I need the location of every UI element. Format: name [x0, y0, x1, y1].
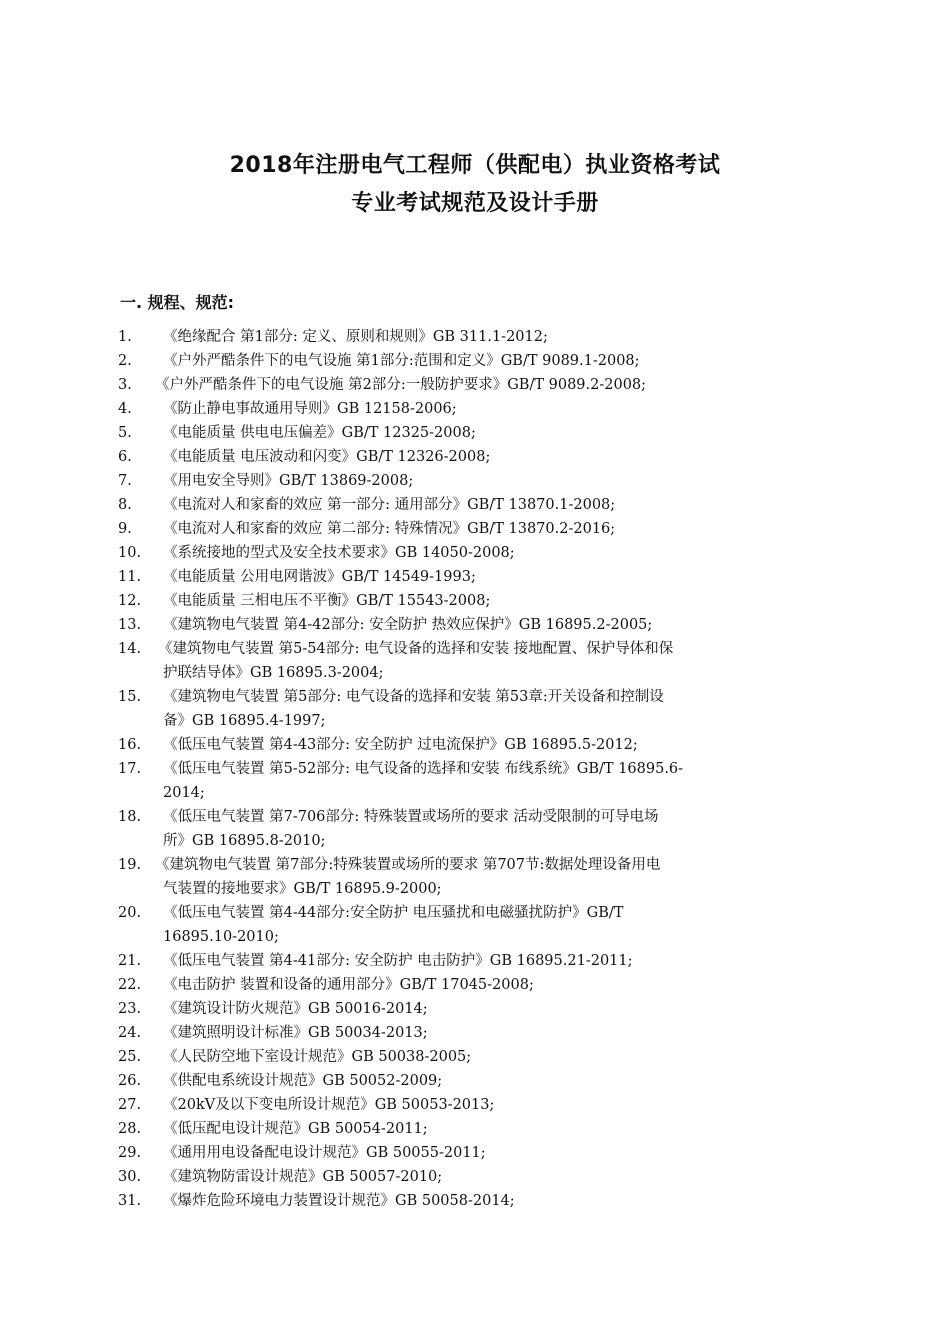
list-item-text: 《建筑物电气装置 第7部分:特殊装置或场所的要求 第707节:数据处理设备用电	[155, 857, 661, 873]
list-item-text: 《20kV及以下变电所设计规范》GB 50053-2013;	[163, 1097, 495, 1113]
list-item-text: 《系统接地的型式及安全技术要求》GB 14050-2008;	[163, 545, 515, 561]
list-item-text: 《低压电气装置 第7-706部分: 特殊装置或场所的要求 活动受限制的可导电场	[163, 809, 659, 825]
list-item	[118, 853, 838, 877]
list-item	[118, 1165, 838, 1189]
list-item	[118, 1141, 838, 1165]
list-item-text: 《绝缘配合 第1部分: 定义、原则和规则》GB 311.1-2012;	[163, 329, 548, 345]
list-item-text: 《低压电气装置 第5-52部分: 电气设备的选择和安装 布线系统》GB/T 16895.6-	[163, 761, 684, 777]
list-item-number: 8.	[118, 497, 132, 513]
list-item-text: 《电能质量 供电电压偏差》GB/T 12325-2008;	[163, 425, 476, 441]
list-item-number: 11.	[118, 569, 142, 585]
list-item-number: 9.	[118, 521, 132, 537]
list-item-text: 《电击防护 装置和设备的通用部分》GB/T 17045-2008;	[163, 977, 534, 993]
list-item-text: 《建筑物电气装置 第4-42部分: 安全防护 热效应保护》GB 16895.2-2005;	[163, 617, 653, 633]
list-item-text: 《通用用电设备配电设计规范》GB 50055-2011;	[163, 1145, 486, 1161]
list-item-number: 26.	[118, 1073, 142, 1089]
list-item-text: 《电能质量 公用电网谐波》GB/T 14549-1993;	[163, 569, 476, 585]
list-item-continuation: 2014;	[163, 785, 205, 801]
list-item-number: 29.	[118, 1145, 142, 1161]
list-item	[118, 397, 838, 421]
list-item-text: 《爆炸危险环境电力装置设计规范》GB 50058-2014;	[163, 1193, 515, 1209]
list-item-number: 24.	[118, 1025, 142, 1041]
list-item-text: 《户外严酷条件下的电气设施 第1部分:范围和定义》GB/T 9089.1-2008;	[163, 353, 640, 369]
list-item-number: 2.	[118, 353, 132, 369]
list-item-text: 《低压电气装置 第4-41部分: 安全防护 电击防护》GB 16895.21-2011;	[163, 953, 633, 969]
list-item-continuation: 护联结导体》GB 16895.3-2004;	[163, 665, 384, 681]
list-item	[118, 973, 838, 997]
list-item	[118, 325, 838, 349]
list-item-number: 1.	[118, 329, 132, 345]
list-item-number: 15.	[118, 689, 142, 705]
list-item-number: 17.	[118, 761, 142, 777]
list-item-number: 28.	[118, 1121, 142, 1137]
list-item-text: 《人民防空地下室设计规范》GB 50038-2005;	[163, 1049, 472, 1065]
list-item	[118, 589, 838, 613]
list-item-text: 《用电安全导则》GB/T 13869-2008;	[163, 473, 414, 489]
list-item	[118, 613, 838, 637]
list-item-number: 6.	[118, 449, 132, 465]
list-item-number: 7.	[118, 473, 132, 489]
list-item	[118, 1021, 838, 1045]
section-heading: 一. 规程、规范:	[120, 293, 235, 312]
list-item	[118, 469, 838, 493]
list-item	[118, 517, 838, 541]
list-item	[118, 949, 838, 973]
list-item-number: 31.	[118, 1193, 142, 1209]
list-item-number: 20.	[118, 905, 142, 921]
list-item-text: 《建筑物电气装置 第5部分: 电气设备的选择和安装 第53章:开关设备和控制设	[163, 689, 664, 705]
list-item-number: 5.	[118, 425, 132, 441]
list-item	[118, 733, 838, 757]
list-item-text: 《防止静电事故通用导则》GB 12158-2006;	[163, 401, 457, 417]
document-title: 2018年注册电气工程师（供配电）执业资格考试	[229, 153, 721, 178]
list-item	[118, 637, 838, 661]
list-item	[118, 1045, 838, 1069]
list-item-text: 《低压电气装置 第4-43部分: 安全防护 过电流保护》GB 16895.5-2012;	[163, 737, 638, 753]
list-item-number: 25.	[118, 1049, 142, 1065]
document-subtitle: 专业考试规范及设计手册	[351, 191, 599, 216]
list-item	[118, 997, 838, 1021]
list-item-number: 10.	[118, 545, 142, 561]
list-item	[118, 1093, 838, 1117]
list-item-text: 《低压配电设计规范》GB 50054-2011;	[163, 1121, 428, 1137]
list-item-number: 16.	[118, 737, 142, 753]
list-item-number: 12.	[118, 593, 142, 609]
list-item-continuation: 备》GB 16895.4-1997;	[163, 713, 326, 729]
list-item	[118, 685, 838, 709]
list-item-number: 4.	[118, 401, 132, 417]
list-item	[118, 373, 838, 397]
list-item	[118, 445, 838, 469]
list-item-text: 《户外严酷条件下的电气设施 第2部分:一般防护要求》GB/T 9089.2-2008;	[155, 377, 647, 393]
list-item	[118, 1069, 838, 1093]
list-item	[118, 1189, 838, 1213]
list-item-number: 30.	[118, 1169, 142, 1185]
list-item-number: 13.	[118, 617, 142, 633]
list-item-text: 《电能质量 三相电压不平衡》GB/T 15543-2008;	[163, 593, 491, 609]
list-item-number: 27.	[118, 1097, 142, 1113]
list-item-continuation: 16895.10-2010;	[163, 929, 279, 945]
list-item	[118, 805, 838, 829]
list-item-text: 《电能质量 电压波动和闪变》GB/T 12326-2008;	[163, 449, 491, 465]
list-item	[118, 493, 838, 517]
list-item-continuation: 气装置的接地要求》GB/T 16895.9-2000;	[163, 881, 442, 897]
list-item-continuation: 所》GB 16895.8-2010;	[163, 833, 326, 849]
standards-list	[118, 325, 838, 1213]
list-item-number: 23.	[118, 1001, 142, 1017]
list-item	[118, 541, 838, 565]
list-item	[118, 757, 838, 781]
list-item-number: 19.	[118, 857, 142, 873]
list-item-number: 18.	[118, 809, 142, 825]
list-item-number: 21.	[118, 953, 142, 969]
list-item-text: 《低压电气装置 第4-44部分:安全防护 电压骚扰和电磁骚扰防护》GB/T	[163, 905, 624, 921]
list-item-text: 《电流对人和家畜的效应 第一部分: 通用部分》GB/T 13870.1-2008;	[163, 497, 616, 513]
list-item-number: 22.	[118, 977, 142, 993]
list-item-text: 《建筑物防雷设计规范》GB 50057-2010;	[163, 1169, 443, 1185]
list-item-text: 《建筑物电气装置 第5-54部分: 电气设备的选择和安装 接地配置、保护导体和保	[158, 641, 674, 657]
list-item	[118, 565, 838, 589]
list-item-text: 《供配电系统设计规范》GB 50052-2009;	[163, 1073, 443, 1089]
list-item	[118, 1117, 838, 1141]
list-item	[118, 421, 838, 445]
list-item-text: 《建筑设计防火规范》GB 50016-2014;	[163, 1001, 428, 1017]
list-item	[118, 901, 838, 925]
list-item-number: 14.	[118, 641, 142, 657]
list-item	[118, 349, 838, 373]
list-item-text: 《电流对人和家畜的效应 第二部分: 特殊情况》GB/T 13870.2-2016;	[163, 521, 616, 537]
list-item-number: 3.	[118, 377, 132, 393]
list-item-text: 《建筑照明设计标准》GB 50034-2013;	[163, 1025, 428, 1041]
